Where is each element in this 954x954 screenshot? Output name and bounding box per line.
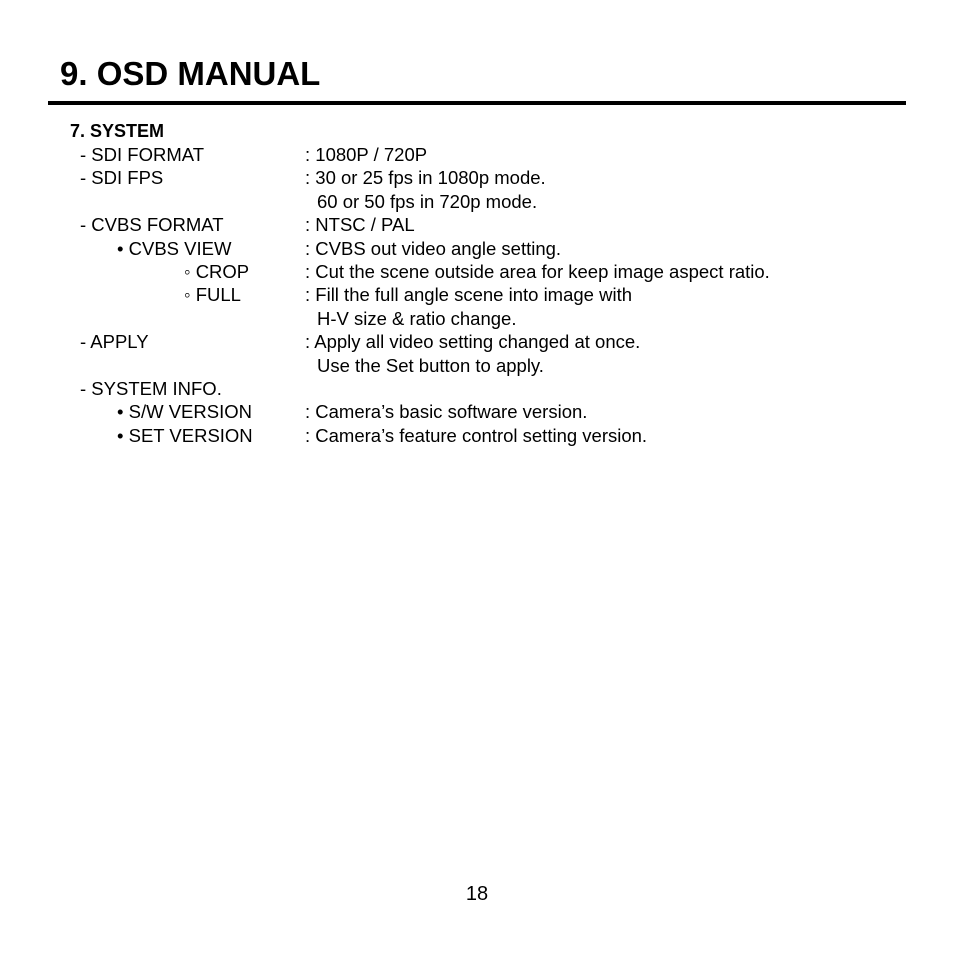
setting-row xyxy=(0,330,954,353)
setting-description: : Cut the scene outside area for keep image aspect ratio. xyxy=(305,260,770,282)
setting-label: - APPLY xyxy=(80,331,149,353)
setting-label: - CVBS FORMAT xyxy=(80,214,224,236)
setting-label: - SDI FORMAT xyxy=(80,144,205,165)
setting-label: ◦ CROP xyxy=(184,260,250,282)
setting-row xyxy=(0,400,954,423)
setting-row xyxy=(0,237,954,260)
setting-description: : Camera’s basic software version. xyxy=(305,401,588,423)
page-title: 9. OSD MANUAL xyxy=(60,55,321,92)
setting-description: : NTSC / PAL xyxy=(305,214,415,236)
setting-row xyxy=(0,166,954,189)
setting-label: - SDI FPS xyxy=(80,167,164,189)
setting-description: H-V size & ratio change. xyxy=(317,307,517,329)
setting-description: : Fill the full angle scene into image with xyxy=(305,284,633,306)
setting-row xyxy=(0,190,954,213)
setting-description: : Camera’s feature control setting version. xyxy=(305,424,648,446)
setting-label: • CVBS VIEW xyxy=(117,237,232,259)
setting-row xyxy=(0,213,954,236)
setting-row xyxy=(0,143,954,166)
setting-row xyxy=(0,260,954,283)
setting-row xyxy=(0,424,954,447)
setting-description: : Apply all video setting changed at once. xyxy=(305,331,641,353)
title-rule xyxy=(48,101,906,105)
setting-label: • S/W VERSION xyxy=(117,401,252,423)
setting-description: : CVBS out video angle setting. xyxy=(305,237,562,259)
setting-row xyxy=(0,283,954,306)
setting-description: : 30 or 25 fps in 1080p mode. xyxy=(305,167,546,189)
setting-label: - SYSTEM INFO. xyxy=(80,377,222,399)
setting-row xyxy=(0,377,954,400)
setting-description: 60 or 50 fps in 720p mode. xyxy=(317,190,538,212)
setting-description: Use the Set button to apply. xyxy=(317,354,544,376)
settings-list xyxy=(0,143,954,447)
page-number: 18 xyxy=(465,883,489,905)
section-heading: 7. SYSTEM xyxy=(70,121,165,141)
setting-row xyxy=(0,307,954,330)
setting-label: ◦ FULL xyxy=(184,284,241,306)
setting-label: • SET VERSION xyxy=(117,424,253,446)
setting-row xyxy=(0,354,954,377)
setting-description: : 1080P / 720P xyxy=(305,144,428,165)
